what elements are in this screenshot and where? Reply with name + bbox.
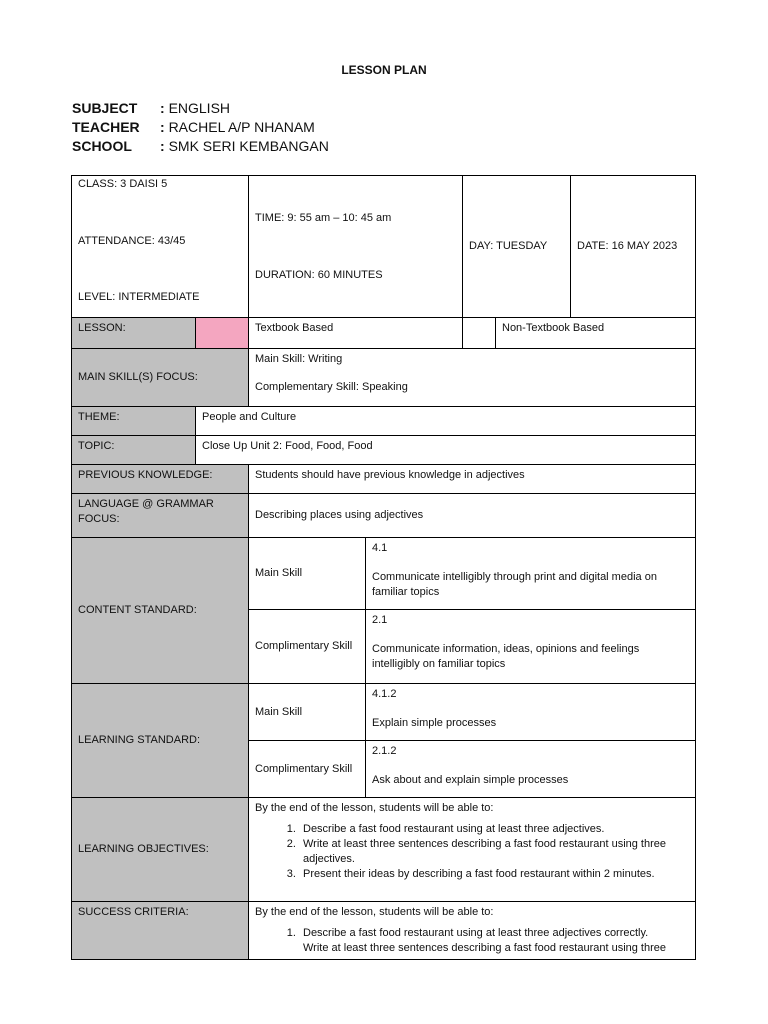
school-value: SMK SERI KEMBANGAN: [168, 138, 329, 154]
previous-knowledge-value: Students should have previous knowledge in adjectives: [249, 465, 696, 494]
learning-comp-cell: [366, 741, 696, 798]
objectives-label: LEARNING OBJECTIVES:: [72, 798, 249, 902]
level-text: LEVEL: INTERMEDIATE: [78, 291, 200, 303]
school-colon: :: [160, 138, 165, 154]
page-title: LESSON PLAN: [341, 63, 427, 77]
success-criteria-label: SUCCESS CRITERIA:: [72, 902, 249, 960]
success-item: 1. Describe a fast food restaurant using at least three adjectives correctly.: [299, 926, 689, 941]
teacher-label: TEACHER: [72, 119, 140, 135]
objective-item: 2. Write at least three sentences describing a fast food restaurant using three adjectives.: [299, 837, 689, 867]
learning-main-skill-label: Main Skill: [249, 684, 366, 741]
skills-cell: [249, 349, 696, 407]
theme-row: [72, 407, 696, 436]
objectives-cell: [249, 798, 696, 902]
info-row: [72, 176, 696, 318]
class-info-cell: [72, 176, 249, 318]
objectives-intro: By the end of the lesson, students will be able to:: [255, 802, 494, 814]
school-label: SCHOOL: [72, 138, 132, 154]
header-meta: [72, 99, 329, 156]
duration-text: DURATION: 60 MINUTES: [255, 268, 383, 281]
non-textbook-based-checkbox[interactable]: [463, 318, 496, 349]
textbook-based-label: Textbook Based: [249, 318, 463, 349]
success-item: 2. Write at least three sentences describing a fast food restaurant using three: [299, 941, 689, 956]
content-main-text: Communicate intelligibly through print and digital media on familiar topics: [372, 571, 657, 598]
teacher-colon: :: [160, 119, 165, 135]
learning-main-cell: [366, 684, 696, 741]
learning-standard-main-row: [72, 684, 696, 741]
learning-comp-code: 2.1.2: [372, 745, 397, 757]
teacher-value: RACHEL A/P NHANAM: [168, 119, 315, 135]
complementary-skill-text: Complementary Skill: Speaking: [255, 381, 408, 393]
subject-label: SUBJECT: [72, 100, 138, 116]
content-comp-skill-label: Complimentary Skill: [249, 610, 366, 684]
day-text: DAY: TUESDAY: [469, 240, 548, 252]
subject-colon: :: [160, 100, 165, 116]
grammar-value: Describing places using adjectives: [249, 494, 696, 538]
learning-comp-skill-label: Complimentary Skill: [249, 741, 366, 798]
objective-item: 1. Describe a fast food restaurant using at least three adjectives.: [299, 822, 689, 837]
theme-value: People and Culture: [196, 407, 696, 436]
content-standard-main-row: [72, 538, 696, 610]
success-criteria-cell: [249, 902, 696, 960]
objectives-row: [72, 798, 696, 902]
topic-row: [72, 436, 696, 465]
content-standard-label: CONTENT STANDARD:: [72, 538, 249, 684]
lesson-row: [72, 318, 696, 349]
objectives-list: [255, 822, 689, 882]
lesson-plan-table: [71, 175, 696, 960]
non-textbook-based-label: Non-Textbook Based: [496, 318, 696, 349]
previous-knowledge-label: PREVIOUS KNOWLEDGE:: [72, 465, 249, 494]
learning-standard-label: LEARNING STANDARD:: [72, 684, 249, 798]
textbook-based-checkbox[interactable]: [196, 318, 249, 349]
day-cell: [463, 176, 571, 318]
lesson-label: LESSON:: [72, 318, 196, 349]
attendance-text: ATTENDANCE: 43/45: [78, 235, 186, 247]
main-skill-text: Main Skill: Writing: [255, 353, 343, 365]
learning-comp-text: Ask about and explain simple processes: [372, 774, 569, 786]
date-cell: [571, 176, 696, 318]
success-criteria-row: [72, 902, 696, 960]
grammar-label: LANGUAGE @ GRAMMAR FOCUS:: [72, 494, 249, 538]
objective-item: 3. Present their ideas by describing a fast food restaurant within 2 minutes.: [299, 867, 689, 882]
learning-main-text: Explain simple processes: [372, 717, 497, 729]
school-row: [72, 137, 329, 156]
success-intro: By the end of the lesson, students will be able to:: [255, 906, 494, 918]
topic-label: TOPIC:: [72, 436, 196, 465]
content-comp-text: Communicate information, ideas, opinions and feelings intelligibly on familiar topics: [372, 643, 640, 670]
skills-row: [72, 349, 696, 407]
content-comp-code: 2.1: [372, 614, 388, 626]
previous-knowledge-row: [72, 465, 696, 494]
content-comp-cell: [366, 610, 696, 684]
time-cell: [249, 176, 463, 318]
content-main-cell: [366, 538, 696, 610]
theme-label: THEME:: [72, 407, 196, 436]
success-list: [255, 926, 689, 956]
grammar-row: [72, 494, 696, 538]
class-text: CLASS: 3 DAISI 5: [78, 178, 168, 190]
learning-main-code: 4.1.2: [372, 688, 397, 700]
topic-value: Close Up Unit 2: Food, Food, Food: [196, 436, 696, 465]
subject-row: [72, 99, 329, 118]
content-main-code: 4.1: [372, 542, 388, 554]
subject-value: ENGLISH: [168, 100, 231, 116]
content-main-skill-label: Main Skill: [249, 538, 366, 610]
date-text: DATE: 16 MAY 2023: [577, 240, 678, 252]
teacher-row: [72, 118, 329, 137]
skills-label: MAIN SKILL(S) FOCUS:: [72, 349, 249, 407]
time-text: TIME: 9: 55 am – 10: 45 am: [255, 211, 392, 224]
